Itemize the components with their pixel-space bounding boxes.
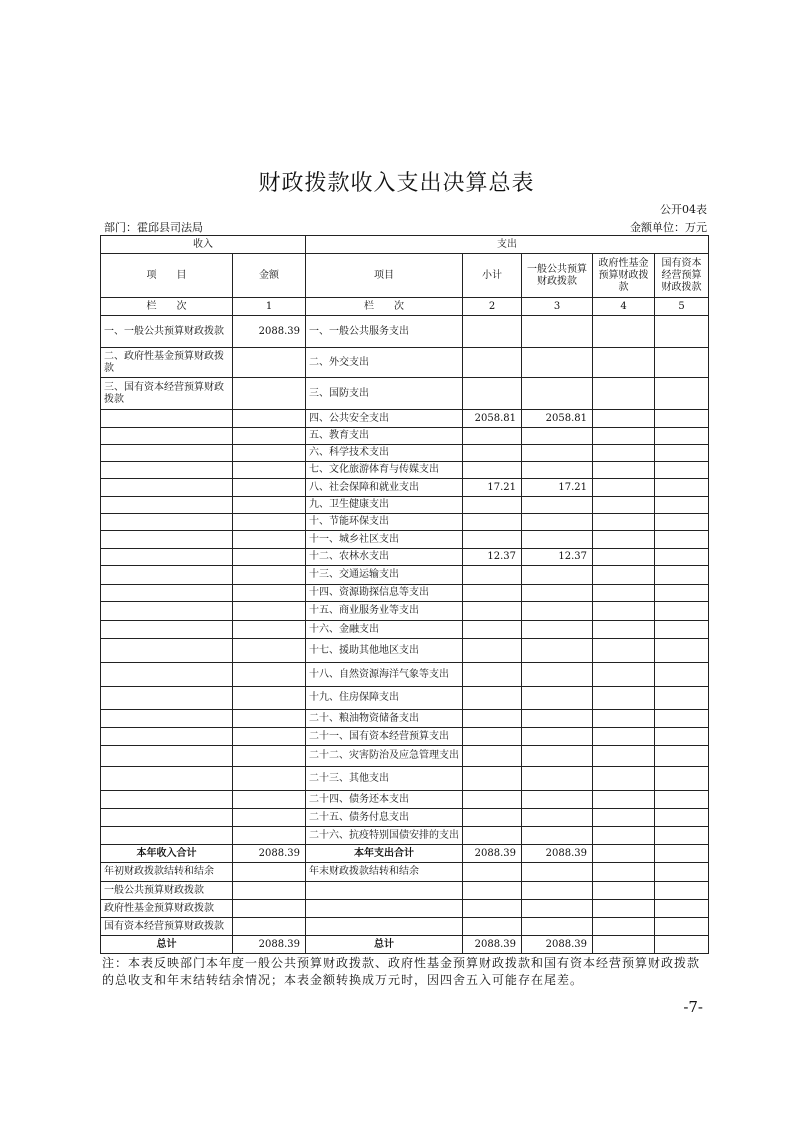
carryover-row	[101, 900, 709, 918]
year-general-public-total: 2088.39	[522, 845, 593, 863]
gov-fund-amount	[593, 428, 655, 445]
year-expense-total-label: 本年支出合计	[306, 845, 463, 863]
gov-fund-amount	[593, 621, 655, 639]
gov-fund-amount	[593, 514, 655, 531]
income-item: 国有资本经营预算财政拨款	[101, 918, 233, 936]
column-index-row	[101, 298, 709, 316]
table-row	[101, 531, 709, 549]
state-capital-amount	[655, 316, 709, 348]
expense-item: 一、一般公共服务支出	[306, 316, 463, 348]
general-public-amount: 2058.81	[522, 410, 593, 428]
income-item	[101, 687, 233, 710]
general-public-amount	[522, 746, 593, 767]
year-income-total-label: 本年收入合计	[101, 845, 233, 863]
year-income-total: 2088.39	[233, 845, 306, 863]
gov-fund-amount	[593, 767, 655, 791]
income-item	[101, 462, 233, 479]
table-row	[101, 585, 709, 602]
income-amount	[233, 900, 306, 918]
subtotal	[463, 445, 522, 462]
gov-fund-amount	[593, 549, 655, 566]
header-expense-item: 项目	[306, 254, 463, 298]
expense-item: 五、教育支出	[306, 428, 463, 445]
table-row	[101, 428, 709, 445]
income-item	[101, 479, 233, 497]
subtotal	[463, 746, 522, 767]
general-public-amount	[522, 882, 593, 900]
subtotal	[463, 710, 522, 728]
expense-item: 六、科学技术支出	[306, 445, 463, 462]
income-amount	[233, 827, 306, 845]
income-amount	[233, 639, 306, 663]
general-public-amount	[522, 663, 593, 687]
header-state-capital: 国有资本经营预算财政拨款	[655, 254, 709, 298]
income-item: 一、一般公共预算财政拨款	[101, 316, 233, 348]
expense-item: 二十四、债务还本支出	[306, 791, 463, 809]
income-amount	[233, 746, 306, 767]
subtotal	[463, 809, 522, 827]
income-amount	[233, 585, 306, 602]
table-row	[101, 316, 709, 348]
expense-item: 十一、城乡社区支出	[306, 531, 463, 549]
income-item	[101, 767, 233, 791]
state-capital-amount	[655, 900, 709, 918]
income-amount	[233, 687, 306, 710]
expense-item: 二、外交支出	[306, 348, 463, 378]
gov-fund-amount	[593, 585, 655, 602]
amount-unit-label: 金额单位：万元	[630, 221, 707, 234]
general-public-amount	[522, 710, 593, 728]
state-capital-amount	[655, 882, 709, 900]
expense-item: 十七、援助其他地区支出	[306, 639, 463, 663]
subtotal	[463, 863, 522, 882]
state-capital-amount	[655, 827, 709, 845]
income-amount	[233, 497, 306, 514]
general-public-amount	[522, 767, 593, 791]
grand-income-total-label: 总计	[101, 936, 233, 954]
state-capital-amount	[655, 863, 709, 882]
grand-expense-subtotal: 2088.39	[463, 936, 522, 954]
table-row	[101, 602, 709, 621]
expense-item: 二十二、灾害防治及应急管理支出	[306, 746, 463, 767]
gov-fund-amount	[593, 728, 655, 746]
expense-item: 八、社会保障和就业支出	[306, 479, 463, 497]
income-item	[101, 497, 233, 514]
table-row	[101, 621, 709, 639]
group-income: 收入	[101, 236, 306, 254]
expense-item: 二十五、债务付息支出	[306, 809, 463, 827]
table-row	[101, 445, 709, 462]
general-public-amount	[522, 566, 593, 585]
table-row	[101, 378, 709, 410]
state-capital-amount	[655, 918, 709, 936]
gov-fund-amount	[593, 791, 655, 809]
income-amount	[233, 710, 306, 728]
subtotal	[463, 348, 522, 378]
grand-state-capital-total	[655, 936, 709, 954]
subtotal	[463, 566, 522, 585]
general-public-amount	[522, 445, 593, 462]
general-public-amount: 12.37	[522, 549, 593, 566]
income-item	[101, 566, 233, 585]
expense-item: 七、文化旅游体育与传媒支出	[306, 462, 463, 479]
income-amount	[233, 791, 306, 809]
expense-item: 十三、交通运输支出	[306, 566, 463, 585]
header-general-public: 一般公共预算财政拨款	[522, 254, 593, 298]
income-item	[101, 602, 233, 621]
subtotal	[463, 767, 522, 791]
subtotal: 2058.81	[463, 410, 522, 428]
state-capital-amount	[655, 497, 709, 514]
table-row	[101, 663, 709, 687]
income-amount	[233, 882, 306, 900]
income-item: 一般公共预算财政拨款	[101, 882, 233, 900]
state-capital-amount	[655, 663, 709, 687]
subtotal	[463, 687, 522, 710]
income-amount	[233, 809, 306, 827]
subtotal	[463, 900, 522, 918]
state-capital-amount	[655, 621, 709, 639]
index-4: 4	[593, 298, 655, 316]
gov-fund-amount	[593, 410, 655, 428]
income-item	[101, 809, 233, 827]
subtotal	[463, 663, 522, 687]
gov-fund-amount	[593, 687, 655, 710]
table-row	[101, 767, 709, 791]
page-number: -7-	[683, 998, 703, 1016]
table-row	[101, 746, 709, 767]
state-capital-amount	[655, 410, 709, 428]
expense-item: 二十六、抗疫特别国债安排的支出	[306, 827, 463, 845]
gov-fund-amount	[593, 479, 655, 497]
header-subtotal: 小计	[463, 254, 522, 298]
table-row	[101, 348, 709, 378]
state-capital-amount	[655, 549, 709, 566]
general-public-amount	[522, 728, 593, 746]
general-public-amount	[522, 918, 593, 936]
general-public-amount	[522, 809, 593, 827]
table-row	[101, 462, 709, 479]
table-row	[101, 710, 709, 728]
state-capital-amount	[655, 710, 709, 728]
header-income-amount: 金额	[233, 254, 306, 298]
income-item	[101, 791, 233, 809]
expense-item: 九、卫生健康支出	[306, 497, 463, 514]
gov-fund-amount	[593, 378, 655, 410]
general-public-amount	[522, 348, 593, 378]
subtotal	[463, 378, 522, 410]
gov-fund-amount	[593, 827, 655, 845]
income-amount	[233, 410, 306, 428]
expense-item: 十四、资源勘探信息等支出	[306, 585, 463, 602]
gov-fund-amount	[593, 531, 655, 549]
expense-item	[306, 882, 463, 900]
general-public-amount	[522, 621, 593, 639]
income-amount	[233, 918, 306, 936]
general-public-amount	[522, 316, 593, 348]
column-header-row	[101, 254, 709, 298]
income-item: 三、国有资本经营预算财政拨款	[101, 378, 233, 410]
state-capital-amount	[655, 514, 709, 531]
carryover-row	[101, 863, 709, 882]
gov-fund-amount	[593, 462, 655, 479]
state-capital-amount	[655, 462, 709, 479]
income-amount	[233, 566, 306, 585]
general-public-amount	[522, 497, 593, 514]
gov-fund-amount	[593, 316, 655, 348]
grand-expense-total-label: 总计	[306, 936, 463, 954]
header-income-item: 项 目	[101, 254, 233, 298]
state-capital-amount	[655, 566, 709, 585]
index-label-left: 栏 次	[101, 298, 233, 316]
general-public-amount	[522, 428, 593, 445]
grand-gov-fund-total	[593, 936, 655, 954]
gov-fund-amount	[593, 348, 655, 378]
state-capital-amount	[655, 445, 709, 462]
general-public-amount	[522, 585, 593, 602]
income-amount	[233, 602, 306, 621]
income-amount	[233, 428, 306, 445]
gov-fund-amount	[593, 710, 655, 728]
page-title: 财政拨款收入支出决算总表	[258, 171, 535, 196]
expense-item: 二十一、国有资本经营预算支出	[306, 728, 463, 746]
gov-fund-amount	[593, 863, 655, 882]
state-capital-amount	[655, 809, 709, 827]
general-public-amount	[522, 900, 593, 918]
index-1: 1	[233, 298, 306, 316]
subtotal	[463, 639, 522, 663]
state-capital-amount	[655, 602, 709, 621]
income-amount	[233, 728, 306, 746]
expense-item: 四、公共安全支出	[306, 410, 463, 428]
income-amount	[233, 767, 306, 791]
department-label: 部门：霍邱县司法局	[104, 221, 203, 234]
income-item	[101, 827, 233, 845]
group-header-row	[101, 236, 709, 254]
subtotal	[463, 827, 522, 845]
table-row	[101, 827, 709, 845]
state-capital-amount	[655, 531, 709, 549]
header-gov-fund: 政府性基金预算财政拨款	[593, 254, 655, 298]
grand-general-public-total: 2088.39	[522, 936, 593, 954]
gov-fund-amount	[593, 809, 655, 827]
expense-item: 二十、粮油物资储备支出	[306, 710, 463, 728]
form-number: 公开04表	[660, 203, 707, 216]
table-row	[101, 791, 709, 809]
income-item	[101, 428, 233, 445]
subtotal	[463, 462, 522, 479]
subtotal	[463, 621, 522, 639]
subtotal	[463, 497, 522, 514]
subtotal	[463, 728, 522, 746]
state-capital-amount	[655, 479, 709, 497]
income-item	[101, 621, 233, 639]
gov-fund-amount	[593, 497, 655, 514]
table-row	[101, 479, 709, 497]
income-amount	[233, 378, 306, 410]
subtotal	[463, 602, 522, 621]
income-item	[101, 639, 233, 663]
table-row	[101, 514, 709, 531]
expense-item: 十八、自然资源海洋气象等支出	[306, 663, 463, 687]
subtotal: 12.37	[463, 549, 522, 566]
income-item	[101, 514, 233, 531]
state-capital-amount	[655, 428, 709, 445]
state-capital-amount	[655, 767, 709, 791]
income-item	[101, 710, 233, 728]
gov-fund-amount	[593, 663, 655, 687]
general-public-amount	[522, 531, 593, 549]
income-amount: 2088.39	[233, 316, 306, 348]
income-amount	[233, 462, 306, 479]
expense-item: 十二、农林水支出	[306, 549, 463, 566]
table-row	[101, 687, 709, 710]
income-item	[101, 663, 233, 687]
expense-item: 十六、金融支出	[306, 621, 463, 639]
year-expense-subtotal: 2088.39	[463, 845, 522, 863]
gov-fund-amount	[593, 882, 655, 900]
state-capital-amount	[655, 378, 709, 410]
index-2: 2	[463, 298, 522, 316]
expense-item: 十五、商业服务业等支出	[306, 602, 463, 621]
gov-fund-amount	[593, 639, 655, 663]
state-capital-amount	[655, 746, 709, 767]
table-row	[101, 549, 709, 566]
subtotal	[463, 882, 522, 900]
income-item	[101, 585, 233, 602]
general-public-amount	[522, 863, 593, 882]
table-row	[101, 809, 709, 827]
grand-total-row	[101, 936, 709, 954]
gov-fund-amount	[593, 566, 655, 585]
subtotal: 17.21	[463, 479, 522, 497]
general-public-amount	[522, 462, 593, 479]
income-item	[101, 746, 233, 767]
state-capital-amount	[655, 728, 709, 746]
state-capital-amount	[655, 791, 709, 809]
index-5: 5	[655, 298, 709, 316]
income-item	[101, 728, 233, 746]
index-3: 3	[522, 298, 593, 316]
income-amount	[233, 663, 306, 687]
fiscal-summary-table	[100, 235, 709, 954]
index-label-right: 栏 次	[306, 298, 463, 316]
income-item	[101, 410, 233, 428]
expense-item	[306, 900, 463, 918]
expense-item: 十、节能环保支出	[306, 514, 463, 531]
income-amount	[233, 549, 306, 566]
income-amount	[233, 445, 306, 462]
gov-fund-amount	[593, 445, 655, 462]
income-item: 政府性基金预算财政拨款	[101, 900, 233, 918]
gov-fund-amount	[593, 602, 655, 621]
income-item: 二、政府性基金预算财政拨款	[101, 348, 233, 378]
carryover-row	[101, 918, 709, 936]
general-public-amount	[522, 639, 593, 663]
year-total-row	[101, 845, 709, 863]
table-row	[101, 566, 709, 585]
income-item: 年初财政拨款结转和结余	[101, 863, 233, 882]
table-row	[101, 728, 709, 746]
expense-item: 年末财政拨款结转和结余	[306, 863, 463, 882]
income-item	[101, 445, 233, 462]
general-public-amount	[522, 791, 593, 809]
state-capital-amount	[655, 687, 709, 710]
gov-fund-amount	[593, 918, 655, 936]
subtotal	[463, 316, 522, 348]
gov-fund-amount	[593, 746, 655, 767]
income-item	[101, 531, 233, 549]
year-gov-fund-total	[593, 845, 655, 863]
table-row	[101, 497, 709, 514]
income-item	[101, 549, 233, 566]
state-capital-amount	[655, 585, 709, 602]
general-public-amount	[522, 827, 593, 845]
grand-income-total: 2088.39	[233, 936, 306, 954]
group-expense: 支出	[306, 236, 709, 254]
table-row	[101, 410, 709, 428]
subtotal	[463, 791, 522, 809]
table-row	[101, 639, 709, 663]
year-state-capital-total	[655, 845, 709, 863]
expense-item: 三、国防支出	[306, 378, 463, 410]
income-amount	[233, 863, 306, 882]
state-capital-amount	[655, 348, 709, 378]
expense-item	[306, 918, 463, 936]
general-public-amount	[522, 602, 593, 621]
subtotal	[463, 531, 522, 549]
expense-item: 十九、住房保障支出	[306, 687, 463, 710]
income-amount	[233, 479, 306, 497]
general-public-amount: 17.21	[522, 479, 593, 497]
subtotal	[463, 514, 522, 531]
carryover-row	[101, 882, 709, 900]
subtotal	[463, 428, 522, 445]
expense-item: 二十三、其他支出	[306, 767, 463, 791]
footnote: 注：本表反映部门本年度一般公共预算财政拨款、政府性基金预算财政拨款和国有资本经营预算财政拨款的总收支和年末结转结余情况；本表金额转换成万元时，因四舍五入可能存在尾差。	[102, 956, 701, 987]
income-amount	[233, 531, 306, 549]
general-public-amount	[522, 687, 593, 710]
general-public-amount	[522, 514, 593, 531]
subtotal	[463, 918, 522, 936]
income-amount	[233, 514, 306, 531]
subtotal	[463, 585, 522, 602]
general-public-amount	[522, 378, 593, 410]
state-capital-amount	[655, 639, 709, 663]
income-amount	[233, 348, 306, 378]
gov-fund-amount	[593, 900, 655, 918]
income-amount	[233, 621, 306, 639]
